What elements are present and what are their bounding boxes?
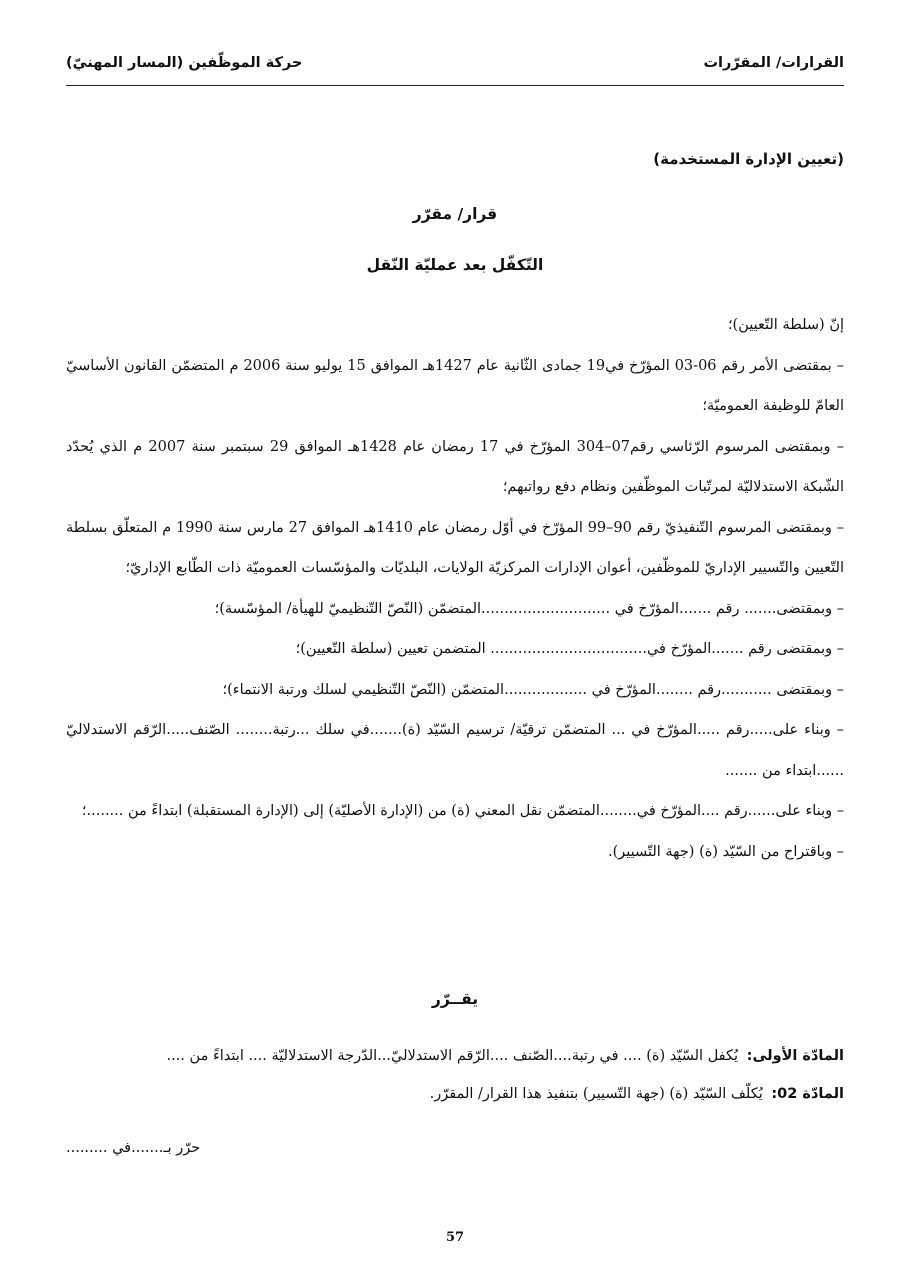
article-text: يُكلّف السّيّد (ة) (جهة التّسيير) بتنفيذ هذا القرار/ المقرّر. [429, 1086, 763, 1102]
signature-line: حرّر بـ.......في ......... [66, 1140, 201, 1156]
article-label: المادّة الأولى: [746, 1048, 844, 1064]
header-chapter-title: حركة الموظّفين (المسار المهنيّ) [66, 55, 303, 71]
document-title: قرار/ مقرّر [412, 205, 498, 223]
preamble-clause: – وبمقتضى المرسوم الرّئاسي رقم07–304 المؤرّخ في 17 رمضان عام 1428هـ الموافق 29 سبتمبر سنة 2007 م الذي يُحدّد الشّبكة الاستدلاليّة لمرتّبات الموظّفين ونظام دفع رواتبهم؛ [66, 438, 844, 495]
document-context-label: (تعيين الإدارة المستخدمة) [653, 150, 844, 168]
article-text: يُكفل السّيّد (ة) .... في رتبة....الصّنف ....الرّقم الاستدلاليّ...الدّرجة الاستدلاليّة .... ابتداءً من .... [166, 1048, 739, 1064]
preamble-clause: – بمقتضى الأمر رقم 06-03 المؤرّخ في19 جمادى الثّانية عام 1427هـ الموافق 15 يوليو سنة 2006 م المتضمّن القانون الأساسيّ العامّ للوظيفة العموميّة؛ [66, 357, 844, 414]
article-1 [66, 1037, 844, 1075]
running-header [66, 55, 844, 86]
preamble-proposal: – وباقتراح من السّيّد (ة) (جهة التّسيير). [608, 843, 844, 860]
preamble-clause: – وبمقتضى....... رقم .......المؤرّخ في ............................المتضمّن (النّصّ التّنظيميّ للهيأة/ المؤسّسة)؛ [214, 600, 844, 617]
article-label: المادّة 02: [771, 1086, 844, 1102]
preamble [66, 305, 844, 872]
page-number: 57 [445, 1230, 465, 1245]
preamble-clause: – وبمقتضى المرسوم التّنفيذيّ رقم 90–99 المؤرّخ في أوّل رمضان عام 1410هـ الموافق 27 مارس سنة 1990 م المتعلّق بسلطة التّعيين والتّسيير الإداريّ للموظّفين، أعوان الإدارات المركزيّة الولايات، البلديّات والمؤسّسات العموميّة ذات الطّابع الإداريّ؛ [66, 519, 844, 576]
preamble-authority: إنّ (سلطة التّعيين)؛ [727, 317, 844, 333]
preamble-clause: – وبمقتضى رقم .......المؤرّخ في.................................. المتضمن تعيين (سلطة التّعيين)؛ [295, 641, 844, 657]
decision-heading: يقــرّر [431, 990, 479, 1008]
document-subtitle: التّكفّل بعد عمليّة النّقل [366, 256, 544, 274]
preamble-clause: – وبمقتضى ...........رقم ........المؤرّخ في ..................المتضمّن (النّصّ التّنظيمي لسلك ورتبة الانتماء)؛ [222, 681, 844, 698]
article-2 [66, 1075, 844, 1113]
preamble-clause: – وبناء على......رقم ....المؤرّخ في........المتضمّن نقل المعني (ة) من (الإدارة الأصليّة) إلى (الإدارة المستقبلة) ابتداءً من ........؛ [81, 803, 844, 819]
articles [66, 1037, 844, 1113]
preamble-clause: – وبناء على.....رقم .....المؤرّخ في ... المتضمّن ترقيّة/ ترسيم السّيّد (ة).......في سلك ...رتبة........ الصّنف.....الرّقم الاستدلاليّ ......ابتداء من ....... [66, 722, 844, 779]
header-section-title: القرارات/ المقرّرات [703, 55, 844, 71]
